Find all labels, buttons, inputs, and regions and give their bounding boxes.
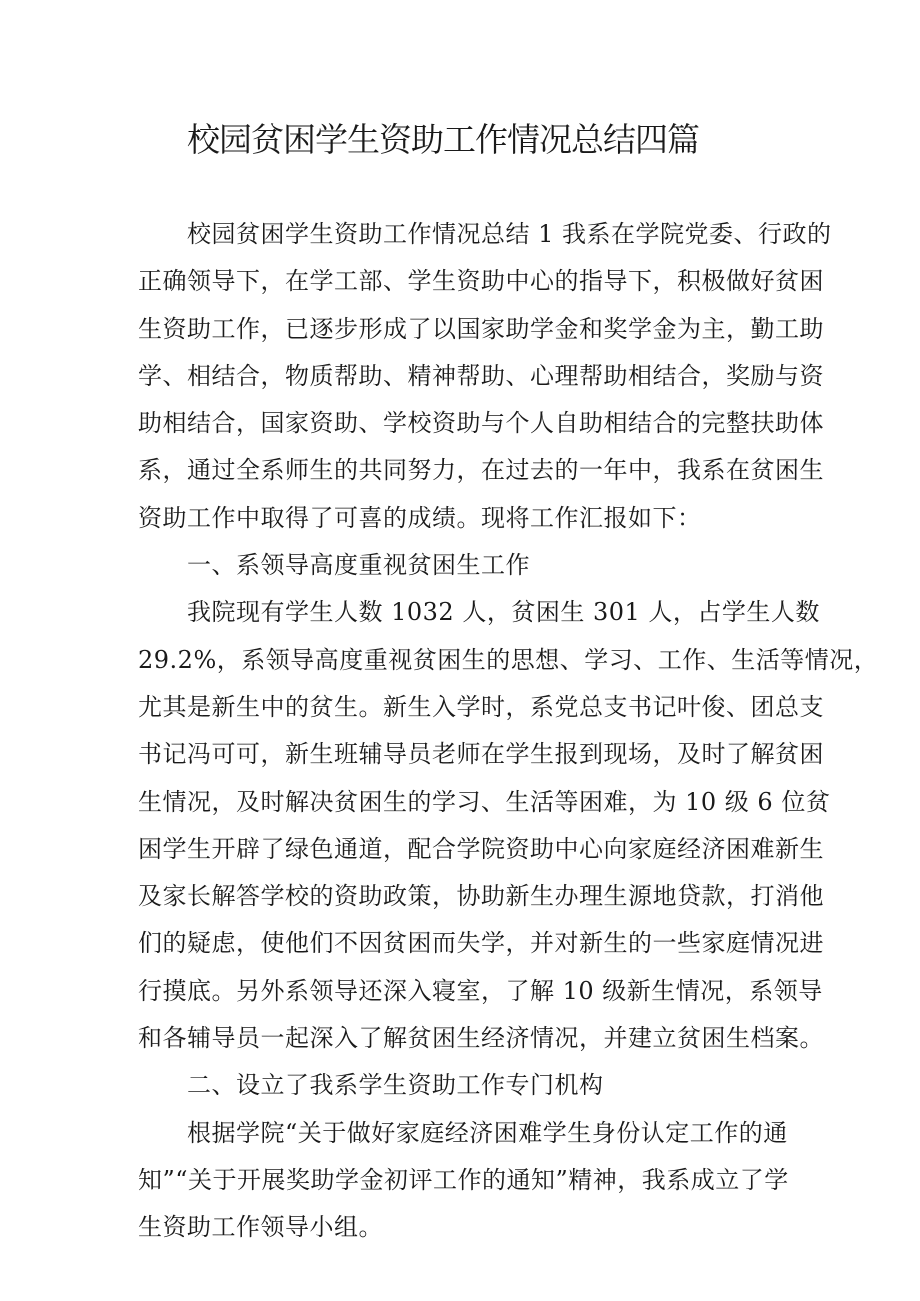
text-line: 正确领导下，在学工部、学生资助中心的指导下，积极做好贫困 xyxy=(138,267,824,296)
document-title: 校园贫困学生资助工作情况总结四篇 xyxy=(187,120,699,159)
text-line: 们的疑虑，使他们不因贫困而失学，并对新生的一些家庭情况进 xyxy=(138,929,824,958)
text-line: 学、相结合，物质帮助、精神帮助、心理帮助相结合，奖励与资 xyxy=(138,361,824,390)
text-line: 系，通过全系师生的共同努力，在过去的一年中，我系在贫困生 xyxy=(138,456,824,485)
text-line: 知”“关于开展奖助学金初评工作的通知”精神，我系成立了学 xyxy=(138,1165,789,1194)
text-line: 书记冯可可，新生班辅导员老师在学生报到现场，及时了解贫困 xyxy=(138,740,824,769)
text-line: 生资助工作，已逐步形成了以国家助学金和奖学金为主，勤工助 xyxy=(138,314,824,343)
text-line: 校园贫困学生资助工作情况总结 1 我系在学院党委、行政的 xyxy=(187,220,832,248)
document-body xyxy=(138,211,879,1252)
text-line: 及家长解答学校的资助政策，协助新生办理生源地贷款，打消他 xyxy=(138,882,824,911)
text-line: 生情况，及时解决贫困生的学习、生活等困难，为 10 级 6 位贫 xyxy=(138,787,831,816)
text-line: 29.2%，系领导高度重视贫困生的思想、学习、工作、生活等情况， xyxy=(138,645,879,674)
text-line: 二、设立了我系学生资助工作专门机构 xyxy=(187,1071,604,1100)
text-line: 困学生开辟了绿色通道，配合学院资助中心向家庭经济困难新生 xyxy=(138,834,824,863)
text-line: 尤其是新生中的贫生。新生入学时，系党总支书记叶俊、团总支 xyxy=(138,692,824,721)
text-line: 生资助工作领导小组。 xyxy=(138,1213,383,1242)
text-line: 资助工作中取得了可喜的成绩。现将工作汇报如下： xyxy=(138,503,702,532)
text-line: 根据学院“关于做好家庭经济困难学生身份认定工作的通 xyxy=(187,1118,788,1147)
text-line: 我院现有学生人数 1032 人，贫困生 301 人，占学生人数 xyxy=(187,598,820,627)
text-line: 和各辅导员一起深入了解贫困生经济情况，并建立贫困生档案。 xyxy=(138,1024,824,1053)
text-line: 一、系领导高度重视贫困生工作 xyxy=(187,551,530,580)
text-line: 助相结合，国家资助、学校资助与个人自助相结合的完整扶助体 xyxy=(138,409,824,438)
text-line: 行摸底。另外系领导还深入寝室，了解 10 级新生情况，系领导 xyxy=(138,976,823,1005)
